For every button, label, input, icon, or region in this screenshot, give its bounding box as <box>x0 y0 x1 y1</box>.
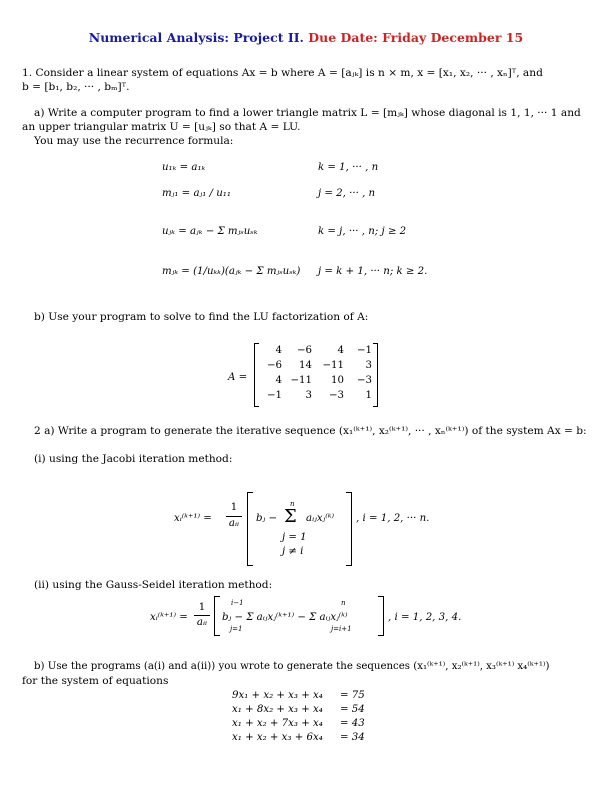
gs-sum1-top: i−1 <box>231 599 244 607</box>
p2-a-line: 2 a) Write a program to generate the iterative sequence (x₁⁽ᵏ⁺¹⁾, x₂⁽ᵏ⁺¹⁾, ··· , xₙ⁽ᵏ⁺¹⁾) of the system Ax = b: <box>34 425 587 437</box>
matrix-cell: 3 <box>305 390 312 401</box>
jacobi-sum-term: aᵢⱼxⱼ⁽ᵏ⁾ <box>306 513 334 524</box>
p1-intro-line2: b = [b₁, b₂, ··· , bₘ]ᵀ. <box>22 81 130 93</box>
system-eq-4-lhs: x₁ + x₂ + x₃ + 6x₄ <box>232 732 323 743</box>
matrix-label: A = <box>228 372 248 383</box>
matrix-a <box>254 343 378 407</box>
matrix-cell: 14 <box>299 360 312 371</box>
system-eq-3-rhs: = 43 <box>340 718 365 729</box>
jacobi-sum-bot2: j ≠ i <box>282 546 304 557</box>
formula-1-cond: k = 1, ··· , n <box>318 162 379 173</box>
system-eq-1-rhs: = 75 <box>340 690 365 701</box>
p2-b-line1: b) Use the programs (a(i) and a(ii)) you wrote to generate the sequences (x₁⁽ᵏ⁺¹⁾, x₂⁽ᵏ⁺¹⁾, x₃⁽ᵏ⁺¹⁾ x₄⁽ᵏ⁺¹⁾) <box>34 661 550 672</box>
title-due-date: Due Date: Friday December 15 <box>308 30 524 45</box>
matrix-cell: 3 <box>365 360 372 371</box>
matrix-cell: −1 <box>266 390 282 401</box>
formula-4-cond: j = k + 1, ··· n; k ≥ 2. <box>318 266 428 277</box>
formula-1-lhs: u₁ₖ = a₁ₖ <box>162 162 206 173</box>
system-eq-2-lhs: x₁ + 8x₂ + x₃ + x₄ <box>232 704 323 715</box>
gs-lhs: xᵢ⁽ᵏ⁺¹⁾ = <box>150 612 188 623</box>
matrix-cell: −11 <box>322 360 344 371</box>
jacobi-frac-den: aᵢᵢ <box>228 518 240 529</box>
matrix-cell: 4 <box>275 375 282 386</box>
jacobi-left-bracket <box>247 492 253 566</box>
formula-4-lhs: mⱼₖ = (1/uₖₖ)(aⱼₖ − Σ mⱼₛuₛₖ) <box>162 266 301 277</box>
p2-b-line2: for the system of equations <box>22 675 169 687</box>
p1-intro-line1: 1. Consider a linear system of equations Ax = b where A = [aⱼₖ] is n × m, x = [x₁, x₂, ··· , xₙ]ᵀ, and <box>22 67 543 79</box>
jacobi-sum-bot1: j = 1 <box>282 532 307 543</box>
jacobi-sum-sign: Σ <box>284 506 297 527</box>
gs-sum2-bot: j=i+1 <box>331 625 352 633</box>
matrix-cell: 1 <box>365 390 372 401</box>
jacobi-right-bracket <box>346 492 352 566</box>
gs-sum2-top: n <box>341 599 346 607</box>
gs-range: , i = 1, 2, 3, 4. <box>388 612 462 623</box>
jacobi-b-term: bⱼ − <box>256 513 277 524</box>
formula-3-lhs: uⱼₖ = aⱼₖ − Σ mⱼₛuₛₖ <box>162 226 258 237</box>
formula-3-cond: k = j, ··· , n; j ≥ 2 <box>318 226 407 237</box>
matrix-cell: 4 <box>275 345 282 356</box>
formula-2-cond: j = 2, ··· , n <box>318 188 376 199</box>
matrix-cell: 4 <box>337 345 344 356</box>
matrix-cell: 10 <box>331 375 344 386</box>
gs-frac-num: 1 <box>198 602 206 613</box>
gs-body: bⱼ − Σ aᵢⱼxⱼ⁽ᵏ⁺¹⁾ − Σ aᵢⱼxⱼ⁽ᵏ⁾ <box>222 612 348 623</box>
p1-a-line2: an upper triangular matrix U = [uⱼₖ] so that A = LU. <box>22 121 301 133</box>
matrix-cell: −3 <box>328 390 344 401</box>
gs-frac-den: aᵢᵢ <box>196 617 208 628</box>
system-eq-3-lhs: x₁ + x₂ + 7x₃ + x₄ <box>232 718 323 729</box>
p2-ii-line: (ii) using the Gauss-Seidel iteration method: <box>34 579 273 591</box>
matrix-cell: −1 <box>356 345 372 356</box>
matrix-cell: −6 <box>266 360 282 371</box>
matrix-cell: −3 <box>356 375 372 386</box>
matrix-cell: −11 <box>290 375 312 386</box>
jacobi-frac-bar <box>226 516 242 517</box>
jacobi-frac-num: 1 <box>230 502 238 513</box>
p1-b-line: b) Use your program to solve to find the LU factorization of A: <box>34 311 369 323</box>
p1-a-line3: You may use the recurrence formula: <box>34 135 234 147</box>
system-eq-1-lhs: 9x₁ + x₂ + x₃ + x₄ <box>232 690 323 701</box>
matrix-cell: −6 <box>296 345 312 356</box>
p1-a-line1: a) Write a computer program to find a lower triangle matrix L = [mⱼₖ] whose diagonal is 1, 1, ··· 1 and <box>34 107 581 119</box>
gs-left-bracket <box>214 596 220 636</box>
jacobi-lhs: xᵢ⁽ᵏ⁺¹⁾ = <box>174 513 212 524</box>
title-main: Numerical Analysis: Project II. <box>88 30 304 45</box>
page-title <box>0 30 612 45</box>
p2-i-line: (i) using the Jacobi iteration method: <box>34 453 233 465</box>
gs-sum1-bot: j=1 <box>230 625 243 633</box>
gs-right-bracket <box>378 596 384 636</box>
formula-2-lhs: mⱼ₁ = aⱼ₁ / u₁₁ <box>162 188 231 199</box>
jacobi-sum-top: n <box>290 500 295 508</box>
system-eq-4-rhs: = 34 <box>340 732 365 743</box>
gs-frac-bar <box>194 615 210 616</box>
jacobi-range: , i = 1, 2, ··· n. <box>356 513 430 524</box>
system-eq-2-rhs: = 54 <box>340 704 365 715</box>
